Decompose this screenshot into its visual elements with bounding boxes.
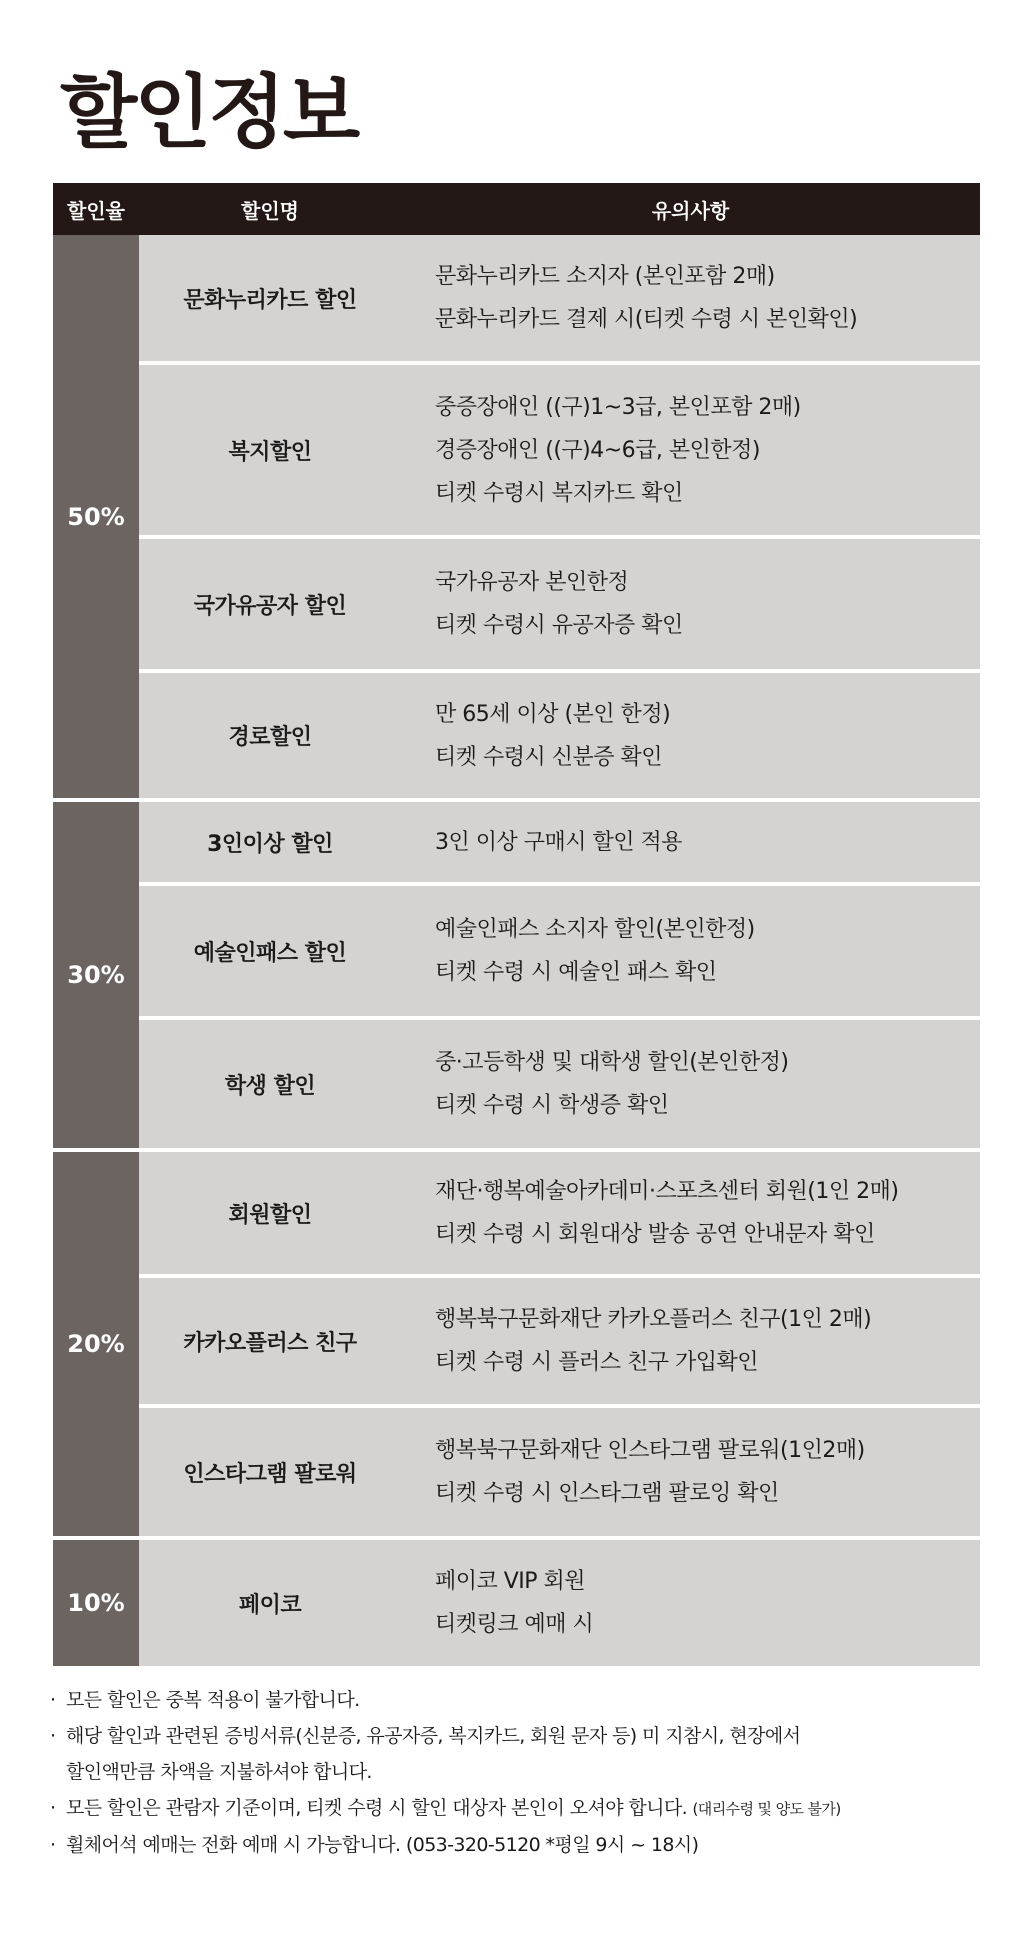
- discount-table: [53, 183, 980, 1670]
- note-line: 문화누리카드 소지자 (본인포함 2매): [435, 264, 775, 289]
- footnote-text: 해당 할인과 관련된 증빙서류(신분증, 유공자증, 복지카드, 회원 문자 등) 미 지참시, 현장에서: [66, 1725, 801, 1747]
- note-line: 티켓 수령시 신분증 확인: [435, 744, 663, 770]
- table-row: [53, 1538, 980, 1668]
- discount-name: 카카오플러스 친구: [139, 1276, 401, 1406]
- footnote-text: 모든 할인은 관람자 기준이며, 티켓 수령 시 할인 대상자 본인이 오셔야 합니다.: [66, 1797, 688, 1819]
- rate-cell: 10%: [53, 1538, 139, 1668]
- note-line: 문화누리카드 결제 시(티켓 수령 시 본인확인): [435, 307, 858, 332]
- note-line: 티켓 수령시 복지카드 확인: [435, 480, 683, 506]
- note-line: 3인 이상 구매시 할인 적용: [435, 829, 682, 855]
- bullet-icon: ·: [50, 1797, 56, 1819]
- note-line: 티켓 수령 시 예술인 패스 확인: [435, 960, 717, 985]
- note-line: 중증장애인 ((구)1~3급, 본인포함 2매): [435, 394, 801, 420]
- discount-notes: [401, 884, 980, 1018]
- footnote-item: [50, 1682, 990, 1718]
- discount-name: 학생 할인: [139, 1018, 401, 1150]
- discount-name: 회원할인: [139, 1150, 401, 1276]
- note-line: 티켓링크 예매 시: [435, 1612, 594, 1637]
- table-body: [53, 235, 980, 1668]
- discount-notes: [401, 1538, 980, 1668]
- note-line: 티켓 수령 시 플러스 친구 가입확인: [435, 1350, 758, 1375]
- rate-cell: 30%: [53, 800, 139, 1150]
- table-row: [53, 363, 980, 537]
- discount-name: 예술인패스 할인: [139, 884, 401, 1018]
- table-row: [53, 1018, 980, 1150]
- table-row: [53, 235, 980, 363]
- discount-notes: [401, 1150, 980, 1276]
- note-line: 만 65세 이상 (본인 한정): [435, 701, 671, 727]
- discount-notes: [401, 800, 980, 884]
- discount-name: 복지할인: [139, 363, 401, 537]
- bullet-icon: ·: [50, 1689, 56, 1711]
- note-line: 행복북구문화재단 인스타그램 팔로워(1인2매): [435, 1438, 865, 1463]
- note-line: 페이코 VIP 회원: [435, 1569, 586, 1594]
- note-line: 중·고등학생 및 대학생 할인(본인한정): [435, 1050, 789, 1075]
- discount-notes: [401, 1018, 980, 1150]
- discount-notes: [401, 671, 980, 800]
- note-line: 티켓 수령 시 인스타그램 팔로잉 확인: [435, 1481, 779, 1506]
- discount-name: 국가유공자 할인: [139, 537, 401, 671]
- discount-name: 경로할인: [139, 671, 401, 800]
- table-header-row: [53, 183, 980, 235]
- discount-name: 인스타그램 팔로워: [139, 1406, 401, 1538]
- footnote-small-text: (대리수령 및 양도 불가): [692, 1800, 841, 1818]
- table-row: [53, 1406, 980, 1538]
- discount-name: 페이코: [139, 1538, 401, 1668]
- page-title: 할인정보: [60, 66, 358, 159]
- table-row: [53, 537, 980, 671]
- footnote-item: [50, 1718, 990, 1790]
- footnote-text: 모든 할인은 중복 적용이 불가합니다.: [66, 1689, 360, 1711]
- discount-notes: [401, 537, 980, 671]
- note-line: 예술인패스 소지자 할인(본인한정): [435, 917, 755, 942]
- rate-cell: 20%: [53, 1150, 139, 1538]
- rate-cell: 50%: [53, 235, 139, 800]
- footnote-text: 할인액만큼 차액을 지불하셔야 합니다.: [66, 1761, 372, 1783]
- header-name: 할인명: [139, 183, 401, 235]
- discount-name: 3인이상 할인: [139, 800, 401, 884]
- bullet-icon: ·: [50, 1725, 56, 1747]
- header-notes: 유의사항: [401, 183, 980, 235]
- table-row: [53, 1276, 980, 1406]
- footnotes: [50, 1682, 990, 1863]
- discount-notes: [401, 235, 980, 363]
- footnote-item: [50, 1827, 990, 1863]
- table-row: [53, 800, 980, 884]
- note-line: 경증장애인 ((구)4~6급, 본인한정): [435, 437, 761, 463]
- note-line: 국가유공자 본인한정: [435, 570, 629, 595]
- table-row: [53, 671, 980, 800]
- table-row: [53, 884, 980, 1018]
- discount-notes: [401, 1276, 980, 1406]
- table-row: [53, 1150, 980, 1276]
- note-line: 티켓 수령시 유공자증 확인: [435, 613, 683, 638]
- note-line: 행복북구문화재단 카카오플러스 친구(1인 2매): [435, 1307, 872, 1332]
- note-line: 티켓 수령 시 회원대상 발송 공연 안내문자 확인: [435, 1222, 875, 1247]
- note-line: 티켓 수령 시 학생증 확인: [435, 1093, 669, 1118]
- footnote-text: 휠체어석 예매는 전화 예매 시 가능합니다. (053-320-5120 *평일 9시 ~ 18시): [66, 1834, 699, 1856]
- header-rate: 할인율: [53, 183, 139, 235]
- note-line: 재단·행복예술아카데미·스포츠센터 회원(1인 2매): [435, 1179, 899, 1204]
- footnote-item: [50, 1790, 990, 1827]
- bullet-icon: ·: [50, 1834, 56, 1856]
- discount-name: 문화누리카드 할인: [139, 235, 401, 363]
- discount-notes: [401, 363, 980, 537]
- discount-notes: [401, 1406, 980, 1538]
